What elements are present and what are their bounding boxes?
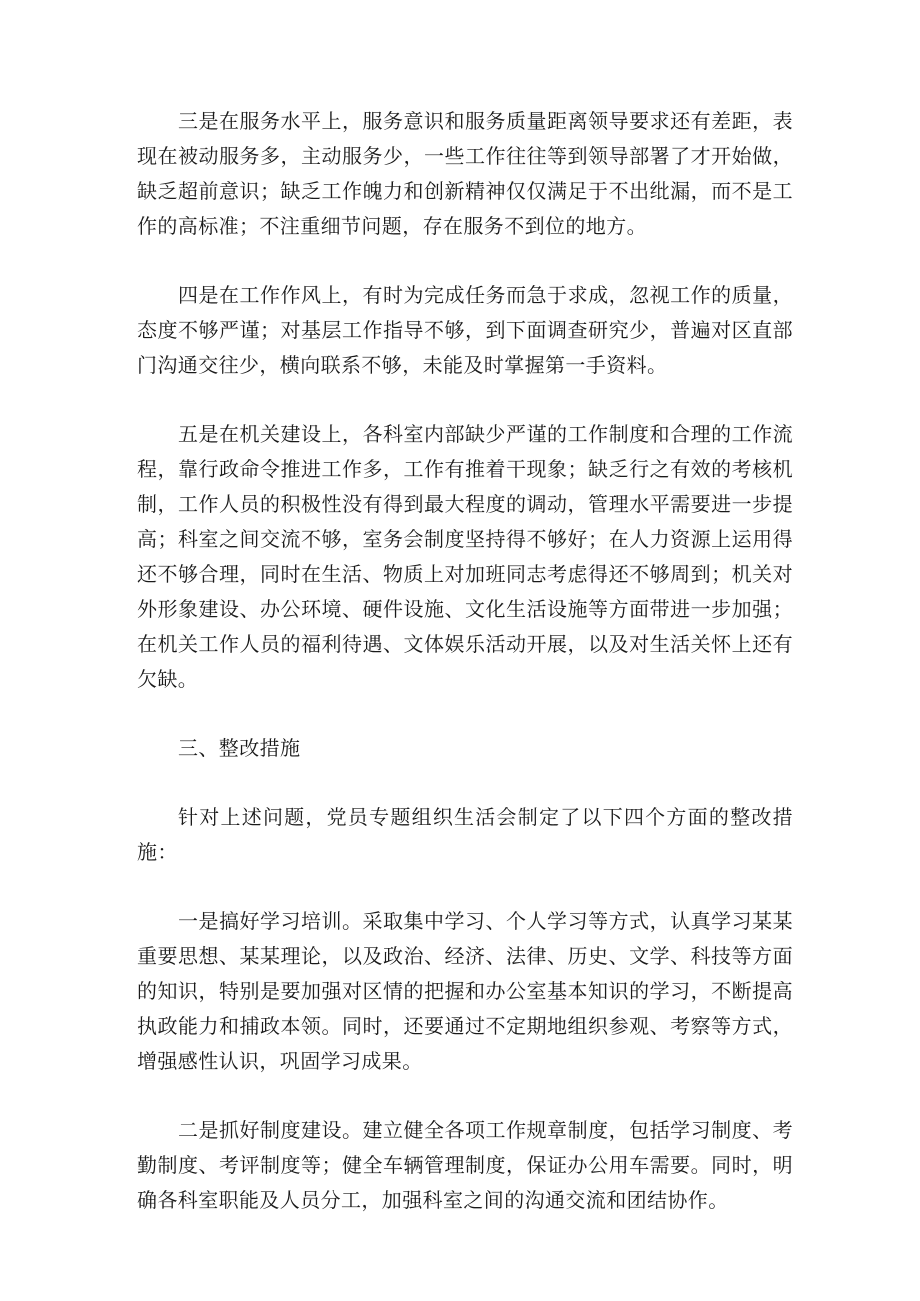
paragraph-service-level: 三是在服务水平上，服务意识和服务质量距离领导要求还有差距，表现在被动服务多，主动服务少，一些工作往往等到领导部署了才开始做，缺乏超前意识；缺乏工作魄力和创新精神仅仅满足于不出纰漏，而不是工作的高标准；不注重细节问题，存在服务不到位的地方。 — [137, 109, 793, 238]
section-heading-rectification: 三、整改措施 — [178, 736, 301, 760]
paragraph-rectification-intro: 针对上述问题，党员专题组织生活会制定了以下四个方面的整改措施： — [137, 805, 793, 864]
paragraph-work-style: 四是在工作作风上，有时为完成任务而急于求成，忽视工作的质量，态度不够严谨；对基层工作指导不够，到下面调查研究少，普遍对区直部门沟通交往少，横向联系不够，未能及时掌握第一手资料。 — [137, 283, 793, 377]
paragraph-office-building: 五是在机关建设上，各科室内部缺少严谨的工作制度和合理的工作流程，靠行政命令推进工作多，工作有推着干现象；缺乏行之有效的考核机制，工作人员的积极性没有得到最大程度的调动，管理水平需要进一步提高；科室之间交流不够，室务会制度坚持得不够好；在人力资源上运用得还不够合理，同时在生活、物质上对加班同志考虑得还不够周到；机关对外形象建设、办公环境、硬件设施、文化生活设施等方面带进一步加强；在机关工作人员的福利待遇、文体娱乐活动开展，以及对生活关怀上还有欠缺。 — [137, 422, 793, 691]
paragraph-study-training: 一是搞好学习培训。采取集中学习、个人学习等方式，认真学习某某重要思想、某某理论，以及政治、经济、法律、历史、文学、科技等方面的知识，特别是要加强对区情的把握和办公室基本知识的学习，不断提高执政能力和捕政本领。同时，还要通过不定期地组织参观、考察等方式，增强感性认识，巩固学习成果。 — [137, 909, 793, 1073]
document-body — [137, 104, 793, 1252]
paragraph-system-building: 二是抓好制度建设。建立健全各项工作规章制度，包括学习制度、考勤制度、考评制度等；健全车辆管理制度，保证办公用车需要。同时，明确各科室职能及人员分工，加强科室之间的沟通交流和团结协作。 — [137, 1118, 793, 1212]
